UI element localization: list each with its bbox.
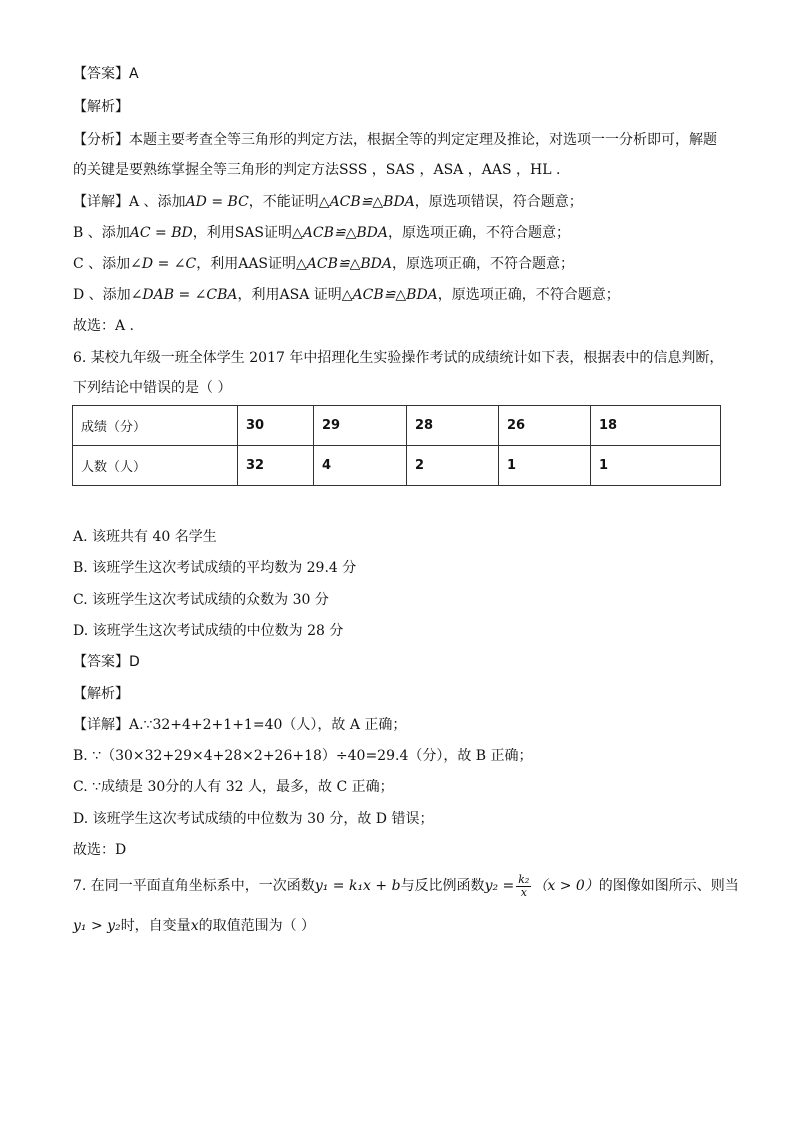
q6-detail-c: C. ∵成绩是 30分的人有 32 人，最多，故 C 正确； [73, 779, 394, 795]
question-6-stem-line-2: 下列结论中错误的是（ ） [73, 380, 232, 396]
blank-area [73, 950, 723, 1110]
detail-c-triangles: △ACB≌△BDA [296, 256, 393, 272]
q7-domain-condition: （x > 0） [533, 878, 599, 894]
q7-line2-mid: 时，自变量 [120, 918, 191, 934]
table-cell: 32 [238, 446, 314, 486]
detail-a-conclusion: ，原选项错误，符合题意； [414, 194, 583, 210]
detail-b-condition: AC = BD [129, 225, 193, 241]
table-header-score: 成绩（分） [73, 406, 238, 446]
detail-c-prefix: C 、添加 [73, 256, 131, 272]
table-cell: 2 [407, 446, 499, 486]
q7-linear-function: y₁ = k₁x + b [314, 878, 401, 894]
detail-c-condition: ∠D = ∠C [130, 256, 197, 272]
table-header-count: 人数（人） [73, 446, 238, 486]
table-row-score [73, 406, 721, 446]
question-6-option-c: C. 该班学生这次考试成绩的众数为 30 分 [73, 592, 329, 608]
table-cell: 29 [314, 406, 407, 446]
detail-d-mid: ，利用ASA 证明 [237, 287, 342, 303]
answer-label-q5: 【答案】A [73, 66, 139, 82]
answer-label-q6: 【答案】D [73, 654, 140, 670]
detail-option-d [73, 285, 620, 305]
question-7-stem-line-1 [73, 872, 739, 900]
analysis-label-q6: 【解析】 [73, 686, 129, 702]
table-cell: 26 [499, 406, 591, 446]
table-cell: 28 [407, 406, 499, 446]
detail-b-conclusion: ，原选项正确，不符合题意； [388, 225, 571, 241]
table-cell: 18 [591, 406, 721, 446]
detail-a-condition: AD = BC [185, 194, 249, 210]
q7-stem-post: 的图像如图所示、则当 [598, 878, 739, 894]
detail-b-prefix: B 、添加 [73, 225, 130, 241]
detail-d-conclusion: ，原选项正确，不符合题意； [437, 287, 620, 303]
question-7-stem-line-2 [73, 916, 315, 936]
analysis-text-line-1: 【分析】本题主要考查全等三角形的判定方法，根据全等的判定定理及推论，对选项一一分析即可，解题 [73, 132, 717, 148]
detail-option-b [73, 223, 570, 243]
detail-option-c [73, 254, 574, 274]
q7-line2-post: 的取值范围为（ ） [198, 918, 316, 934]
detail-d-triangles: △ACB≌△BDA [341, 287, 438, 303]
q6-detail-b: B. ∵（30×32+29×4+28×2+26+18）÷40=29.4（分），故 B 正确； [73, 748, 533, 764]
table-row-count [73, 446, 721, 486]
question-6-stem-line-1: 6. 某校九年级一班全体学生 2017 年中招理化生实验操作考试的成绩统计如下表，根据表中的信息判断， [73, 350, 724, 366]
table-cell: 1 [591, 446, 721, 486]
q6-detail-d: D. 该班学生这次考试成绩的中位数为 30 分，故 D 错误； [73, 811, 434, 827]
question-6-option-d: D. 该班学生这次考试成绩的中位数为 28 分 [73, 623, 344, 639]
table-cell: 1 [499, 446, 591, 486]
choice-q5: 故选：A . [73, 318, 135, 334]
detail-d-prefix: D 、添加 [73, 287, 131, 303]
q6-detail-a: 【详解】A.∵32+4+2+1+1=40（人），故 A 正确； [73, 717, 407, 733]
q7-fraction [516, 874, 531, 899]
detail-c-conclusion: ，原选项正确，不符合题意； [392, 256, 575, 272]
detail-c-mid: ，利用AAS证明 [196, 256, 297, 272]
q7-inequality: y₁ > y₂ [73, 918, 121, 934]
q7-stem-prefix: 7. 在同一平面直角坐标系中，一次函数 [73, 878, 315, 894]
analysis-text-line-2: 的关键是要熟练掌握全等三角形的判定方法SSS ，SAS ，ASA ，AAS ，HL . [73, 162, 561, 178]
detail-a-prefix: 【详解】A 、添加 [73, 194, 186, 210]
q7-variable-x: x [190, 918, 199, 934]
choice-q6: 故选：D [73, 842, 127, 858]
table-cell: 4 [314, 446, 407, 486]
detail-option-a [73, 192, 583, 212]
analysis-label-q5: 【解析】 [73, 99, 129, 115]
detail-b-triangles: △ACB≌△BDA [292, 225, 389, 241]
detail-a-triangles: △ACB≌△BDA [318, 194, 415, 210]
detail-a-mid: ，不能证明 [248, 194, 319, 210]
q7-inverse-lhs: y₂ = [484, 878, 515, 894]
q7-fraction-numerator: k₂ [518, 872, 530, 886]
detail-b-mid: ，利用SAS证明 [192, 225, 293, 241]
q7-stem-mid: 与反比例函数 [400, 878, 485, 894]
table-cell: 30 [238, 406, 314, 446]
q7-fraction-denominator: x [520, 885, 527, 899]
detail-d-condition: ∠DAB = ∠CBA [130, 287, 238, 303]
question-6-option-a: A. 该班共有 40 名学生 [73, 529, 217, 545]
question-6-option-b: B. 该班学生这次考试成绩的平均数为 29.4 分 [73, 560, 357, 576]
score-table [72, 405, 721, 486]
